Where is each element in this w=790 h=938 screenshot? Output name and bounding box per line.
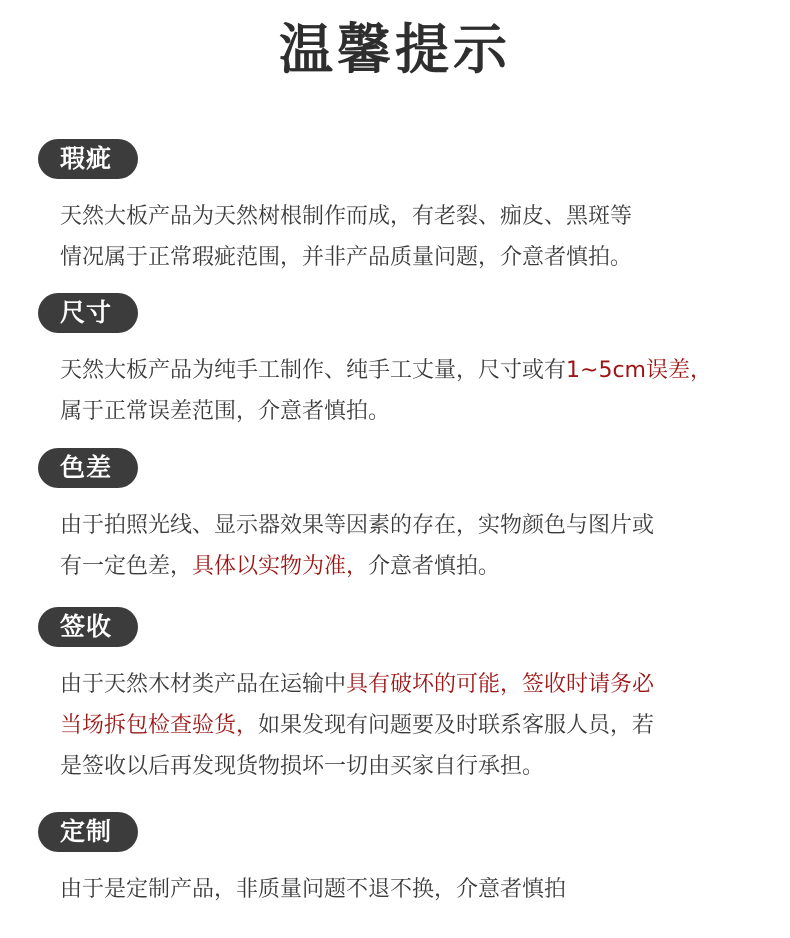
text-segment: 天然大板产品为天然树根制作而成，有老裂、痂皮、黑斑等 情况属于正常瑕疵范围，并非产品质量问题，介意者慎拍。 [60, 204, 633, 270]
page-title: 温馨提示 [279, 17, 511, 81]
text-segment: 如果发现有问题要及时联系客服人员，若 是签收以后再发现货物损坏一切由买家自行承担。 [60, 713, 655, 779]
section-tag-size: 尺寸 [38, 293, 138, 333]
section-color-difference [38, 448, 758, 587]
text-segment: 由于拍照光线、显示器效果等因素的存在，实物颜色与图片或 有一定色差， [60, 513, 655, 579]
text-segment: 属于正常误差范围，介意者慎拍。 [60, 399, 391, 424]
section-flaws [38, 139, 758, 278]
section-custom [38, 812, 758, 910]
highlight-text: 具体以实物为准， [192, 554, 369, 579]
text-segment: 由于是定制产品，非质量问题不退不换，介意者慎拍 [60, 877, 567, 902]
section-tag-flaws: 瑕疵 [38, 139, 138, 179]
section-tag-color-difference: 色差 [38, 448, 138, 488]
section-text-receipt [60, 664, 758, 787]
section-text-color-difference [60, 505, 758, 587]
section-size [38, 293, 758, 432]
highlight-text: 1~5cm误差， [566, 358, 712, 383]
highlight-text: 具有破坏的可能，签收时请务必 当场拆包检查验货， [60, 672, 655, 738]
section-tag-custom: 定制 [38, 812, 138, 852]
section-tag-receipt: 签收 [38, 607, 138, 647]
section-receipt [38, 607, 758, 787]
section-text-size [60, 350, 758, 432]
section-text-custom [60, 869, 758, 910]
text-segment: 由于天然木材类产品在运输中 [60, 672, 347, 697]
text-segment: 介意者慎拍。 [368, 554, 501, 579]
section-text-flaws [60, 196, 758, 278]
text-segment: 天然大板产品为纯手工制作、纯手工丈量，尺寸或有 [60, 358, 567, 383]
